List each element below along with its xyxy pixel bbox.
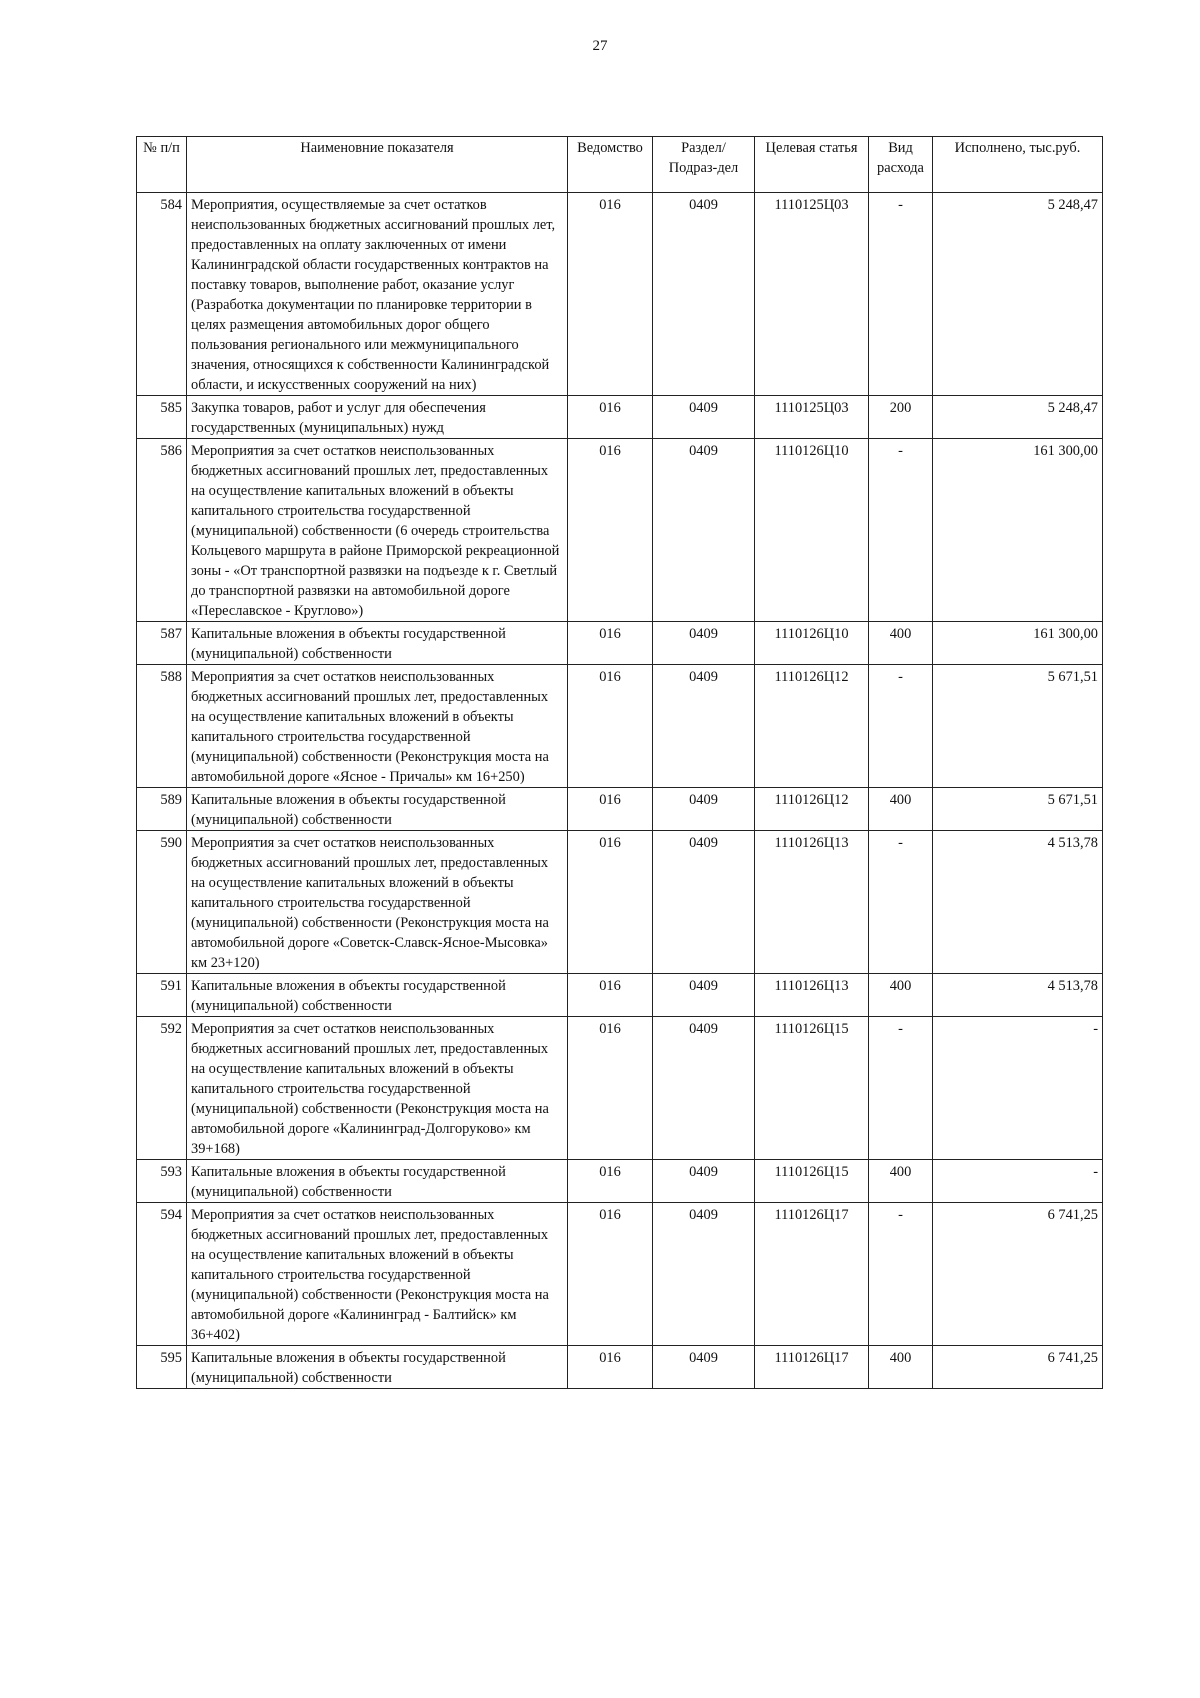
row-number-cell: 587 bbox=[137, 622, 187, 665]
row-department-cell: 016 bbox=[568, 1017, 653, 1160]
row-target-article-cell: 1110126Ц17 bbox=[755, 1346, 869, 1389]
row-amount-cell: 5 671,51 bbox=[933, 788, 1103, 831]
row-target-article-cell: 1110126Ц17 bbox=[755, 1203, 869, 1346]
row-name-cell: Капитальные вложения в объекты государственной (муниципальной) собственности bbox=[187, 788, 568, 831]
row-section-cell: 0409 bbox=[653, 622, 755, 665]
row-expense-kind-cell: 200 bbox=[869, 396, 933, 439]
row-name-cell: Капитальные вложения в объекты государственной (муниципальной) собственности bbox=[187, 1160, 568, 1203]
row-number-cell: 595 bbox=[137, 1346, 187, 1389]
table-row bbox=[137, 439, 1103, 622]
row-amount-cell: - bbox=[933, 1017, 1103, 1160]
row-number-cell: 593 bbox=[137, 1160, 187, 1203]
row-target-article-cell: 1110126Ц15 bbox=[755, 1160, 869, 1203]
row-department-cell: 016 bbox=[568, 788, 653, 831]
row-target-article-cell: 1110126Ц12 bbox=[755, 665, 869, 788]
row-section-cell: 0409 bbox=[653, 665, 755, 788]
row-department-cell: 016 bbox=[568, 831, 653, 974]
table-row bbox=[137, 665, 1103, 788]
row-department-cell: 016 bbox=[568, 1346, 653, 1389]
table-row bbox=[137, 1017, 1103, 1160]
row-name-cell: Мероприятия за счет остатков неиспользованных бюджетных ассигнований прошлых лет, предоставленных на осуществление капитальных вложений в объекты капитального строительства государственной (муниципальной) собственности (Реконструкция моста на автомобильной дороге «Ясное - Причалы» км 16+250) bbox=[187, 665, 568, 788]
row-expense-kind-cell: - bbox=[869, 193, 933, 396]
row-amount-cell: 4 513,78 bbox=[933, 974, 1103, 1017]
row-target-article-cell: 1110126Ц12 bbox=[755, 788, 869, 831]
row-department-cell: 016 bbox=[568, 665, 653, 788]
table-row bbox=[137, 788, 1103, 831]
row-target-article-cell: 1110125Ц03 bbox=[755, 193, 869, 396]
budget-table bbox=[136, 136, 1103, 1389]
row-expense-kind-cell: 400 bbox=[869, 1160, 933, 1203]
table-header bbox=[137, 137, 1103, 193]
row-number-cell: 591 bbox=[137, 974, 187, 1017]
row-amount-cell: 161 300,00 bbox=[933, 439, 1103, 622]
row-section-cell: 0409 bbox=[653, 831, 755, 974]
row-expense-kind-cell: - bbox=[869, 831, 933, 974]
row-amount-cell: 5 248,47 bbox=[933, 396, 1103, 439]
header-expense-kind: Вид расхода bbox=[869, 137, 933, 193]
row-number-cell: 588 bbox=[137, 665, 187, 788]
row-target-article-cell: 1110126Ц13 bbox=[755, 974, 869, 1017]
header-amount: Исполнено, тыс.руб. bbox=[933, 137, 1103, 193]
row-department-cell: 016 bbox=[568, 974, 653, 1017]
row-department-cell: 016 bbox=[568, 1203, 653, 1346]
row-target-article-cell: 1110126Ц10 bbox=[755, 439, 869, 622]
table-row bbox=[137, 974, 1103, 1017]
table-body bbox=[137, 193, 1103, 1389]
row-name-cell: Мероприятия за счет остатков неиспользованных бюджетных ассигнований прошлых лет, предоставленных на осуществление капитальных вложений в объекты капитального строительства государственной (муниципальной) собственности (Реконструкция моста на автомобильной дороге «Советск-Славск-Ясное-Мысовка» км 23+120) bbox=[187, 831, 568, 974]
table-row bbox=[137, 1203, 1103, 1346]
row-amount-cell: 6 741,25 bbox=[933, 1203, 1103, 1346]
header-section: Раздел/Подраз-дел bbox=[653, 137, 755, 193]
row-target-article-cell: 1110126Ц13 bbox=[755, 831, 869, 974]
header-target-article: Целевая статья bbox=[755, 137, 869, 193]
header-department: Ведомство bbox=[568, 137, 653, 193]
row-target-article-cell: 1110126Ц15 bbox=[755, 1017, 869, 1160]
row-number-cell: 590 bbox=[137, 831, 187, 974]
page-number: 27 bbox=[592, 38, 608, 54]
row-name-cell: Закупка товаров, работ и услуг для обеспечения государственных (муниципальных) нужд bbox=[187, 396, 568, 439]
row-number-cell: 594 bbox=[137, 1203, 187, 1346]
row-name-cell: Мероприятия, осуществляемые за счет остатков неиспользованных бюджетных ассигнований прошлых лет, предоставленных на оплату заключенных от имени Калининградской области государственных контрактов на поставку товаров, выполнение работ, оказание услуг (Разработка документации по планировке территории в целях размещения автомобильных дорог общего пользования регионального или межмуниципального значения, относящихся к собственности Калининградской области, и искусственных сооружений на них) bbox=[187, 193, 568, 396]
row-number-cell: 589 bbox=[137, 788, 187, 831]
table-row bbox=[137, 1160, 1103, 1203]
row-section-cell: 0409 bbox=[653, 1160, 755, 1203]
row-expense-kind-cell: 400 bbox=[869, 622, 933, 665]
row-section-cell: 0409 bbox=[653, 1017, 755, 1160]
row-department-cell: 016 bbox=[568, 396, 653, 439]
row-expense-kind-cell: - bbox=[869, 1017, 933, 1160]
row-number-cell: 584 bbox=[137, 193, 187, 396]
row-expense-kind-cell: - bbox=[869, 665, 933, 788]
row-department-cell: 016 bbox=[568, 622, 653, 665]
row-expense-kind-cell: 400 bbox=[869, 788, 933, 831]
row-expense-kind-cell: - bbox=[869, 439, 933, 622]
header-num: № п/п bbox=[137, 137, 187, 193]
row-section-cell: 0409 bbox=[653, 396, 755, 439]
row-amount-cell: 161 300,00 bbox=[933, 622, 1103, 665]
row-section-cell: 0409 bbox=[653, 439, 755, 622]
row-expense-kind-cell: 400 bbox=[869, 974, 933, 1017]
row-number-cell: 586 bbox=[137, 439, 187, 622]
row-section-cell: 0409 bbox=[653, 974, 755, 1017]
row-name-cell: Мероприятия за счет остатков неиспользованных бюджетных ассигнований прошлых лет, предоставленных на осуществление капитальных вложений в объекты капитального строительства государственной (муниципальной) собственности (Реконструкция моста на автомобильной дороге «Калининград - Балтийск» км 36+402) bbox=[187, 1203, 568, 1346]
row-name-cell: Капитальные вложения в объекты государственной (муниципальной) собственности bbox=[187, 1346, 568, 1389]
table-row bbox=[137, 831, 1103, 974]
row-section-cell: 0409 bbox=[653, 193, 755, 396]
row-section-cell: 0409 bbox=[653, 1346, 755, 1389]
row-name-cell: Капитальные вложения в объекты государственной (муниципальной) собственности bbox=[187, 974, 568, 1017]
row-target-article-cell: 1110125Ц03 bbox=[755, 396, 869, 439]
row-name-cell: Мероприятия за счет остатков неиспользованных бюджетных ассигнований прошлых лет, предоставленных на осуществление капитальных вложений в объекты капитального строительства государственной (муниципальной) собственности (Реконструкция моста на автомобильной дороге «Калининград-Долгоруково» км 39+168) bbox=[187, 1017, 568, 1160]
row-expense-kind-cell: 400 bbox=[869, 1346, 933, 1389]
row-department-cell: 016 bbox=[568, 439, 653, 622]
header-name: Наименовние показателя bbox=[187, 137, 568, 193]
row-number-cell: 592 bbox=[137, 1017, 187, 1160]
row-department-cell: 016 bbox=[568, 1160, 653, 1203]
row-section-cell: 0409 bbox=[653, 1203, 755, 1346]
row-department-cell: 016 bbox=[568, 193, 653, 396]
table-row bbox=[137, 193, 1103, 396]
table-row bbox=[137, 1346, 1103, 1389]
row-section-cell: 0409 bbox=[653, 788, 755, 831]
table-row bbox=[137, 396, 1103, 439]
row-amount-cell: - bbox=[933, 1160, 1103, 1203]
row-name-cell: Мероприятия за счет остатков неиспользованных бюджетных ассигнований прошлых лет, предоставленных на осуществление капитальных вложений в объекты капитального строительства государственной (муниципальной) собственности (6 очередь строительства Кольцевого маршрута в районе Приморской рекреационной зоны - «От транспортной развязки на подъезде к г. Светлый до транспортной развязки на автомобильной дороге «Переславское - Круглово») bbox=[187, 439, 568, 622]
row-amount-cell: 4 513,78 bbox=[933, 831, 1103, 974]
row-target-article-cell: 1110126Ц10 bbox=[755, 622, 869, 665]
row-amount-cell: 6 741,25 bbox=[933, 1346, 1103, 1389]
row-amount-cell: 5 671,51 bbox=[933, 665, 1103, 788]
row-number-cell: 585 bbox=[137, 396, 187, 439]
table-row bbox=[137, 622, 1103, 665]
row-name-cell: Капитальные вложения в объекты государственной (муниципальной) собственности bbox=[187, 622, 568, 665]
row-expense-kind-cell: - bbox=[869, 1203, 933, 1346]
row-amount-cell: 5 248,47 bbox=[933, 193, 1103, 396]
